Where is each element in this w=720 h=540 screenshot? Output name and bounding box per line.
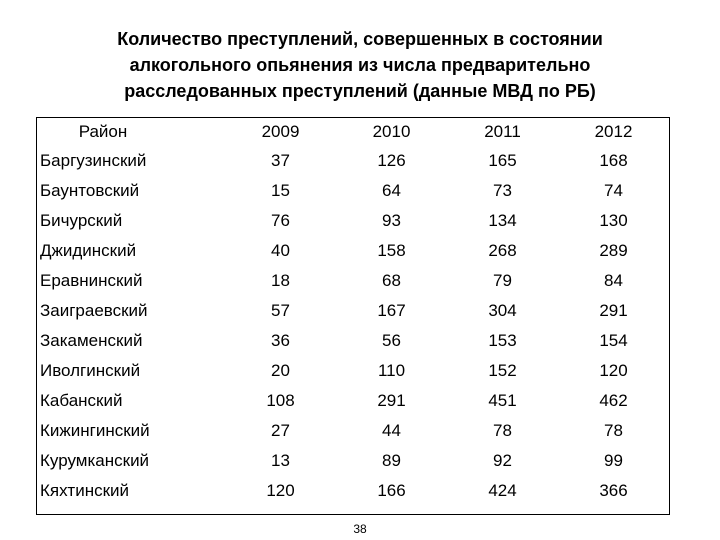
table-header-row <box>37 118 669 146</box>
title-line: алкогольного опьянения из числа предварительно <box>129 55 591 75</box>
value-cell: 291 <box>377 391 406 410</box>
value-cell: 56 <box>382 331 401 350</box>
value-cell: 424 <box>488 481 517 500</box>
value-cell: 268 <box>488 241 517 260</box>
value-cell: 13 <box>271 451 290 470</box>
value-cell: 120 <box>599 361 628 380</box>
page-number: 38 <box>353 522 367 536</box>
value-cell: 15 <box>271 181 290 200</box>
table-row <box>37 206 669 236</box>
value-cell: 74 <box>604 181 623 200</box>
district-name: Джидинский <box>40 241 137 260</box>
value-cell: 37 <box>271 151 290 170</box>
value-cell: 167 <box>377 301 406 320</box>
district-name: Бичурский <box>40 211 123 230</box>
value-cell: 20 <box>271 361 290 380</box>
crime-table-frame <box>36 117 670 515</box>
district-name: Кижингинский <box>40 421 150 440</box>
value-cell: 110 <box>377 361 406 380</box>
crime-table <box>37 118 669 506</box>
value-cell: 158 <box>377 241 406 260</box>
district-name: Баунтовский <box>40 181 140 200</box>
value-cell: 154 <box>599 331 628 350</box>
district-name: Еравнинский <box>40 271 143 290</box>
district-name: Иволгинский <box>40 361 141 380</box>
value-cell: 92 <box>493 451 512 470</box>
title-line: расследованных преступлений (данные МВД по РБ) <box>124 81 596 101</box>
value-cell: 289 <box>599 241 628 260</box>
value-cell: 68 <box>382 271 401 290</box>
value-cell: 153 <box>488 331 517 350</box>
value-cell: 291 <box>599 301 628 320</box>
header-year: 2012 <box>594 122 633 141</box>
table-row <box>37 176 669 206</box>
district-name: Кабанский <box>40 391 123 410</box>
value-cell: 152 <box>488 361 517 380</box>
value-cell: 84 <box>604 271 623 290</box>
district-name: Заиграевский <box>40 301 148 320</box>
value-cell: 168 <box>599 151 628 170</box>
header-year: 2010 <box>372 122 411 141</box>
district-name: Кяхтинский <box>40 481 130 500</box>
value-cell: 44 <box>382 421 401 440</box>
table-row <box>37 416 669 446</box>
value-cell: 120 <box>266 481 295 500</box>
table-row <box>37 326 669 356</box>
value-cell: 76 <box>271 211 290 230</box>
value-cell: 18 <box>271 271 290 290</box>
table-row <box>37 356 669 386</box>
header-year: 2009 <box>261 122 300 141</box>
district-name: Баргузинский <box>40 151 147 170</box>
value-cell: 40 <box>271 241 290 260</box>
value-cell: 166 <box>377 481 406 500</box>
value-cell: 366 <box>599 481 628 500</box>
header-district: Район <box>78 122 128 141</box>
table-row <box>37 476 669 506</box>
header-year: 2011 <box>484 122 521 141</box>
value-cell: 73 <box>493 181 512 200</box>
value-cell: 93 <box>382 211 401 230</box>
value-cell: 57 <box>271 301 290 320</box>
table-row <box>37 386 669 416</box>
district-name: Закаменский <box>40 331 143 350</box>
value-cell: 462 <box>599 391 628 410</box>
value-cell: 451 <box>488 391 517 410</box>
value-cell: 78 <box>493 421 512 440</box>
value-cell: 126 <box>377 151 406 170</box>
table-row <box>37 296 669 326</box>
value-cell: 99 <box>604 451 623 470</box>
title-line: Количество преступлений, совершенных в состоянии <box>117 29 603 49</box>
value-cell: 78 <box>604 421 623 440</box>
table-row <box>37 266 669 296</box>
value-cell: 79 <box>493 271 512 290</box>
slide-title <box>40 26 680 104</box>
value-cell: 64 <box>382 181 401 200</box>
table-row <box>37 146 669 176</box>
value-cell: 304 <box>488 301 517 320</box>
value-cell: 130 <box>599 211 628 230</box>
value-cell: 36 <box>271 331 290 350</box>
value-cell: 165 <box>488 151 517 170</box>
value-cell: 134 <box>488 211 517 230</box>
table-row <box>37 236 669 266</box>
district-name: Курумканский <box>40 451 150 470</box>
value-cell: 108 <box>266 391 295 410</box>
table-row <box>37 446 669 476</box>
value-cell: 89 <box>382 451 401 470</box>
value-cell: 27 <box>271 421 290 440</box>
